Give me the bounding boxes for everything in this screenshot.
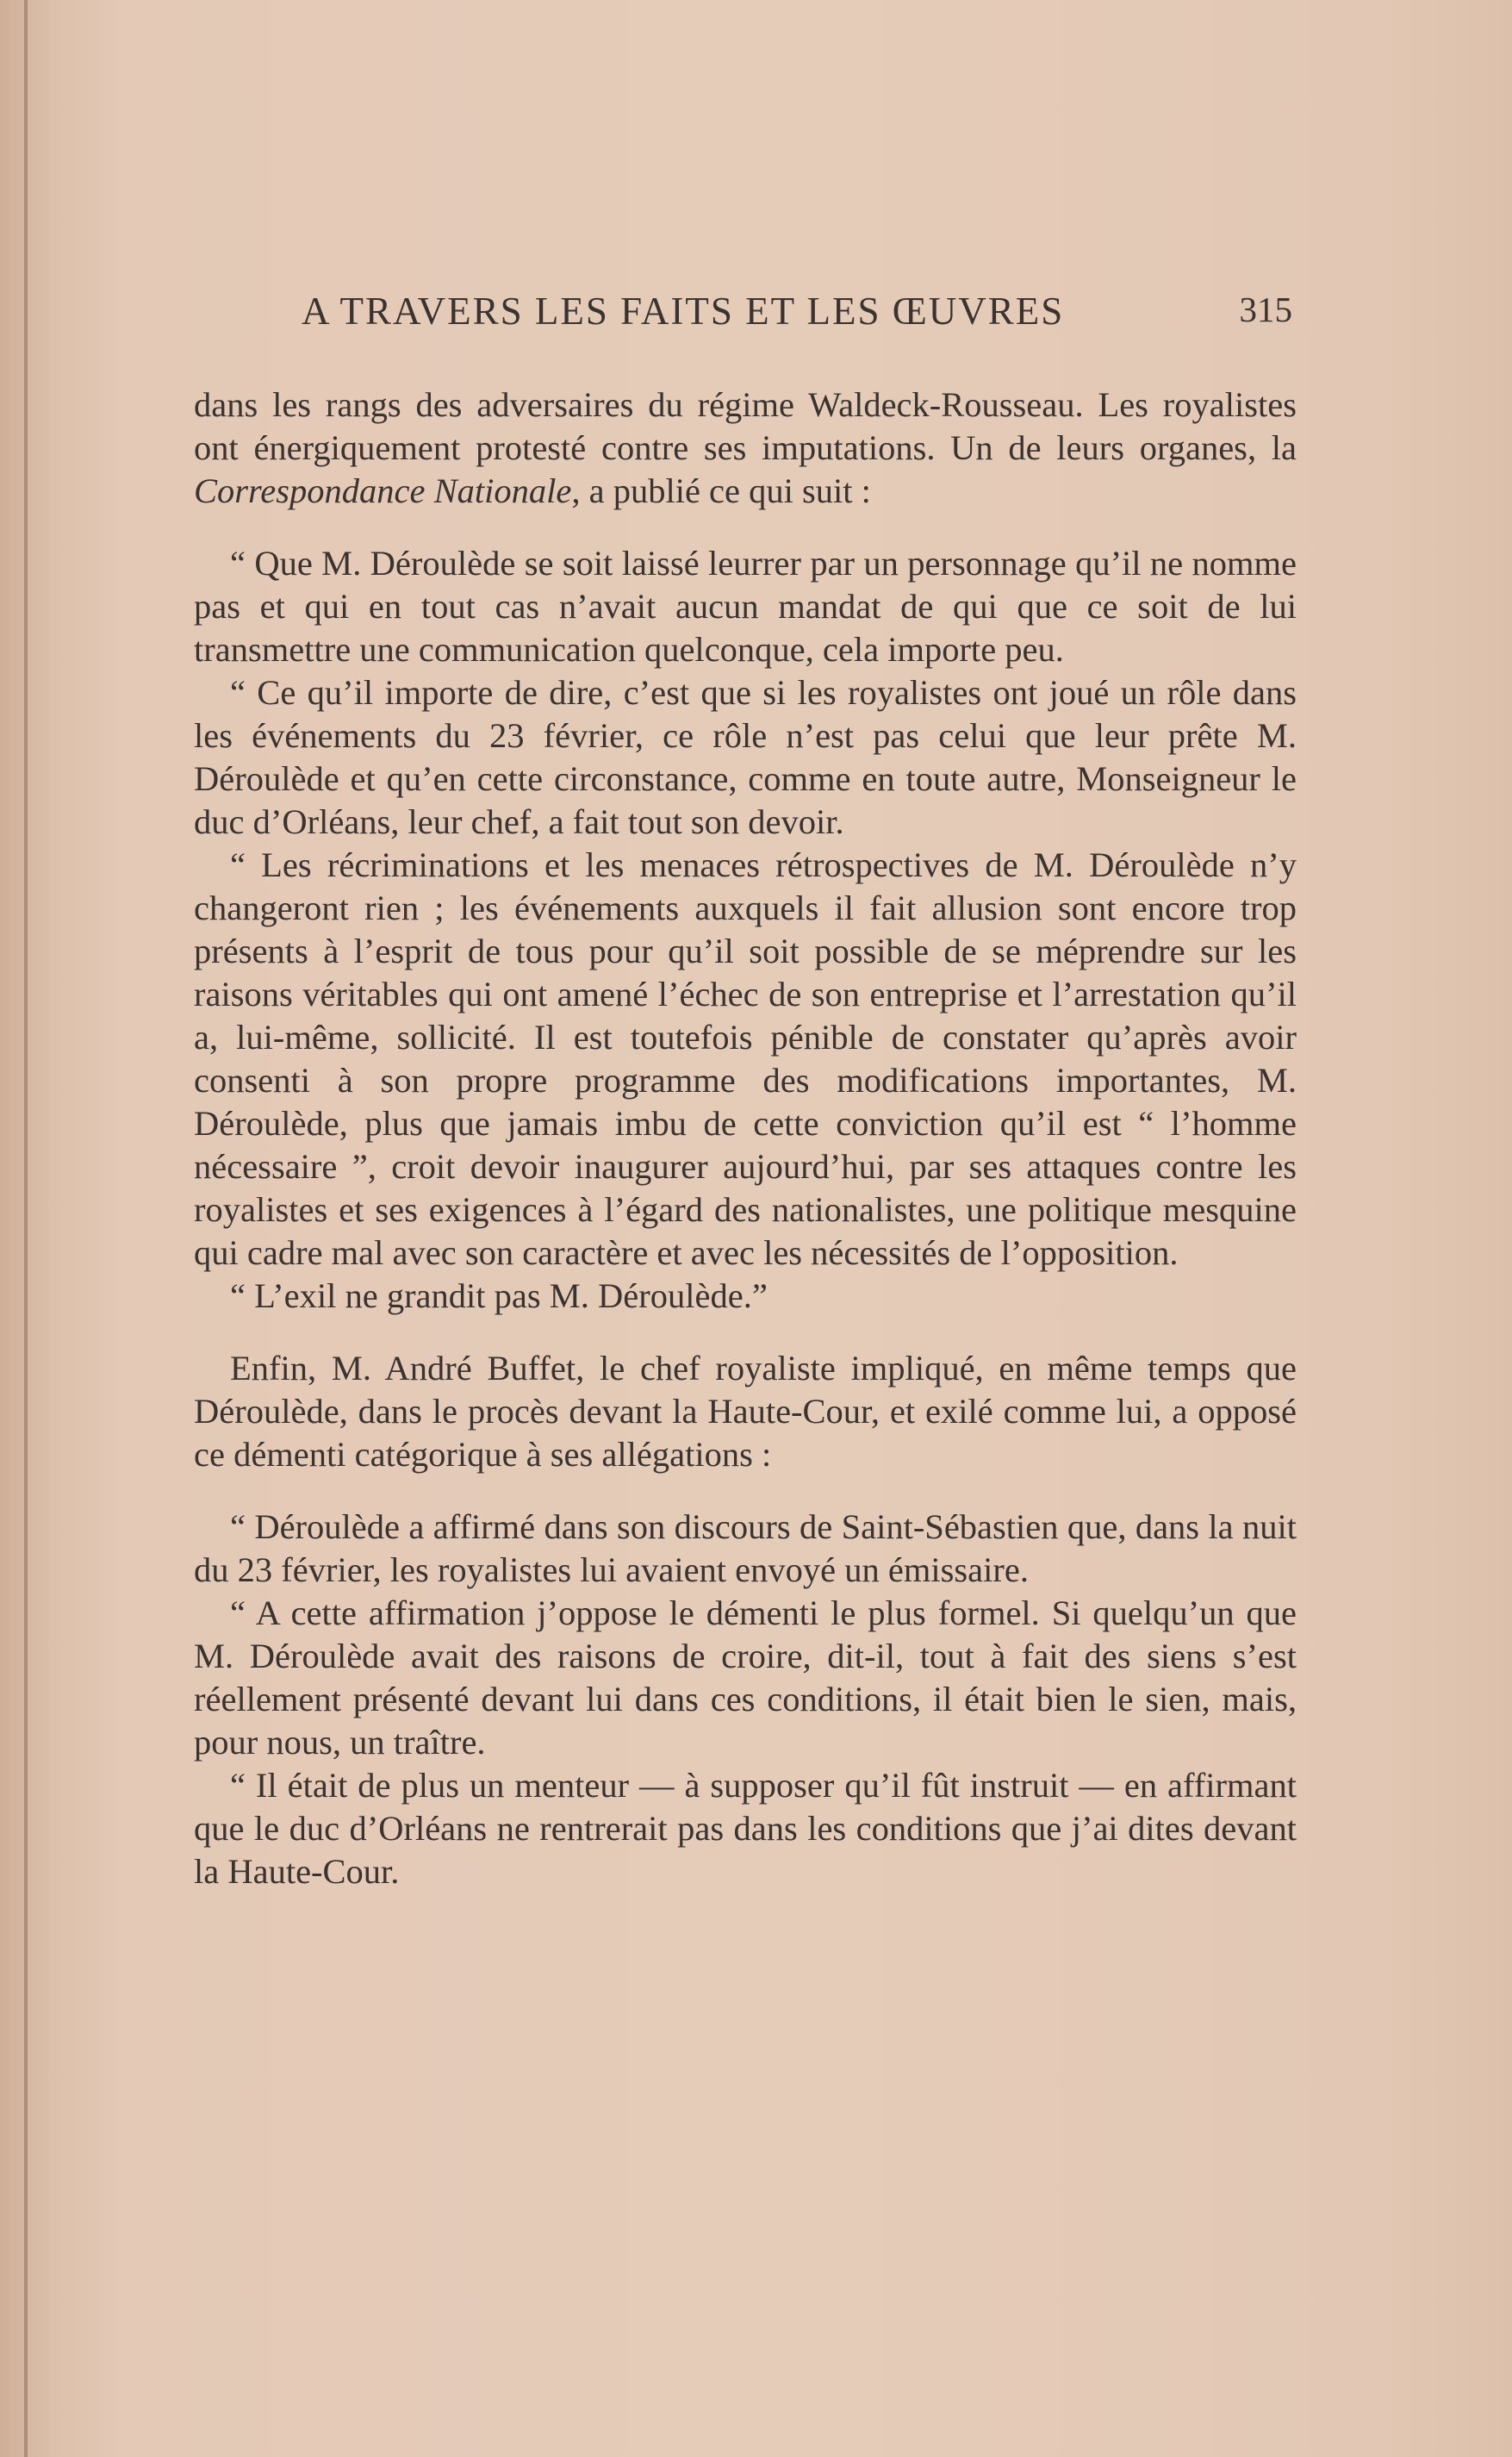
quote-paragraph: “ Il était de plus un menteur — à supposer qu’il fût instruit — en affirmant que le duc d’Orléans ne rentrerait pas dans les conditions que j’ai dites devant la Haute-Cour.	[194, 1766, 1297, 1891]
page-header	[302, 289, 1292, 340]
paragraph-intro	[194, 384, 1297, 513]
quote-paragraph: “ L’exil ne grandit pas M. Déroulède.”	[230, 1276, 768, 1315]
narrative-paragraph: Enfin, M. André Buffet, le chef royaliste impliqué, en même temps que Déroulède, dans le procès devant la Haute-Cour, et exilé comme lui, a opposé ce démenti catégorique à ses allégations :	[194, 1349, 1297, 1474]
newspaper-title: Correspondance Nationale	[194, 471, 572, 510]
quote-paragraph: “ A cette affirmation j’oppose le démenti le plus formel. Si quelqu’un que M. Déroulède avait des raisons de croire, dit-il, tout à fait des siens s’est réellement présenté devant lui dans ces conditions, il était bien le sien, mais, pour nous, un traître.	[194, 1593, 1297, 1762]
running-title: A TRAVERS LES FAITS ET LES ŒUVRES	[302, 290, 1065, 333]
binding-edge	[24, 0, 28, 2457]
page-body	[194, 384, 1297, 1893]
quote-paragraph: “ Les récriminations et les menaces rétrospectives de M. Déroulède n’y changeront rien ; les événements auxquels il fait allusion sont encore trop présents à l’esprit de tous pour qu’il soit possible de se méprendre sur les raisons véritables qui ont amené l’échec de son entreprise et l’arrestation qu’il a, lui-même, sollicité. Il est toutefois pénible de constater qu’après avoir consenti à son propre programme des modifications importantes, M. Déroulède, plus que jamais imbu de cette conviction qu’il est “ l’homme nécessaire ”, croit devoir inaugurer aujourd’hui, par ses attaques contre les royalistes et ses exigences à l’égard des nationalistes, une politique mesquine qui cadre mal avec son caractère et avec les nécessités de l’opposition.	[194, 845, 1297, 1272]
quote-paragraph: “ Que M. Déroulède se soit laissé leurrer par un personnage qu’il ne nomme pas et qui en tout cas n’avait aucun mandat de qui que ce soit de lui transmettre une communication quelconque, cela importe peu.	[194, 544, 1297, 669]
quote-paragraph: “ Déroulède a affirmé dans son discours de Saint-Sébastien que, dans la nuit du 23 février, les royalistes lui avaient envoyé un émissaire.	[194, 1507, 1297, 1589]
paragraph-intro-tail: , a publié ce qui suit :	[571, 471, 871, 510]
page-number: 315	[1239, 290, 1292, 329]
quote-paragraph: “ Ce qu’il importe de dire, c’est que si les royalistes ont joué un rôle dans les événements du 23 février, ce rôle n’est pas celui que leur prête M. Déroulède et qu’en cette circonstance, comme en toute autre, Monseigneur le duc d’Orléans, leur chef, a fait tout son devoir.	[194, 673, 1297, 841]
paragraph-intro-text: dans les rangs des adversaires du régime Waldeck-Rousseau. Les royalistes ont énergiquement protesté contre ses imputations. Un de leurs organes, la	[194, 385, 1297, 467]
